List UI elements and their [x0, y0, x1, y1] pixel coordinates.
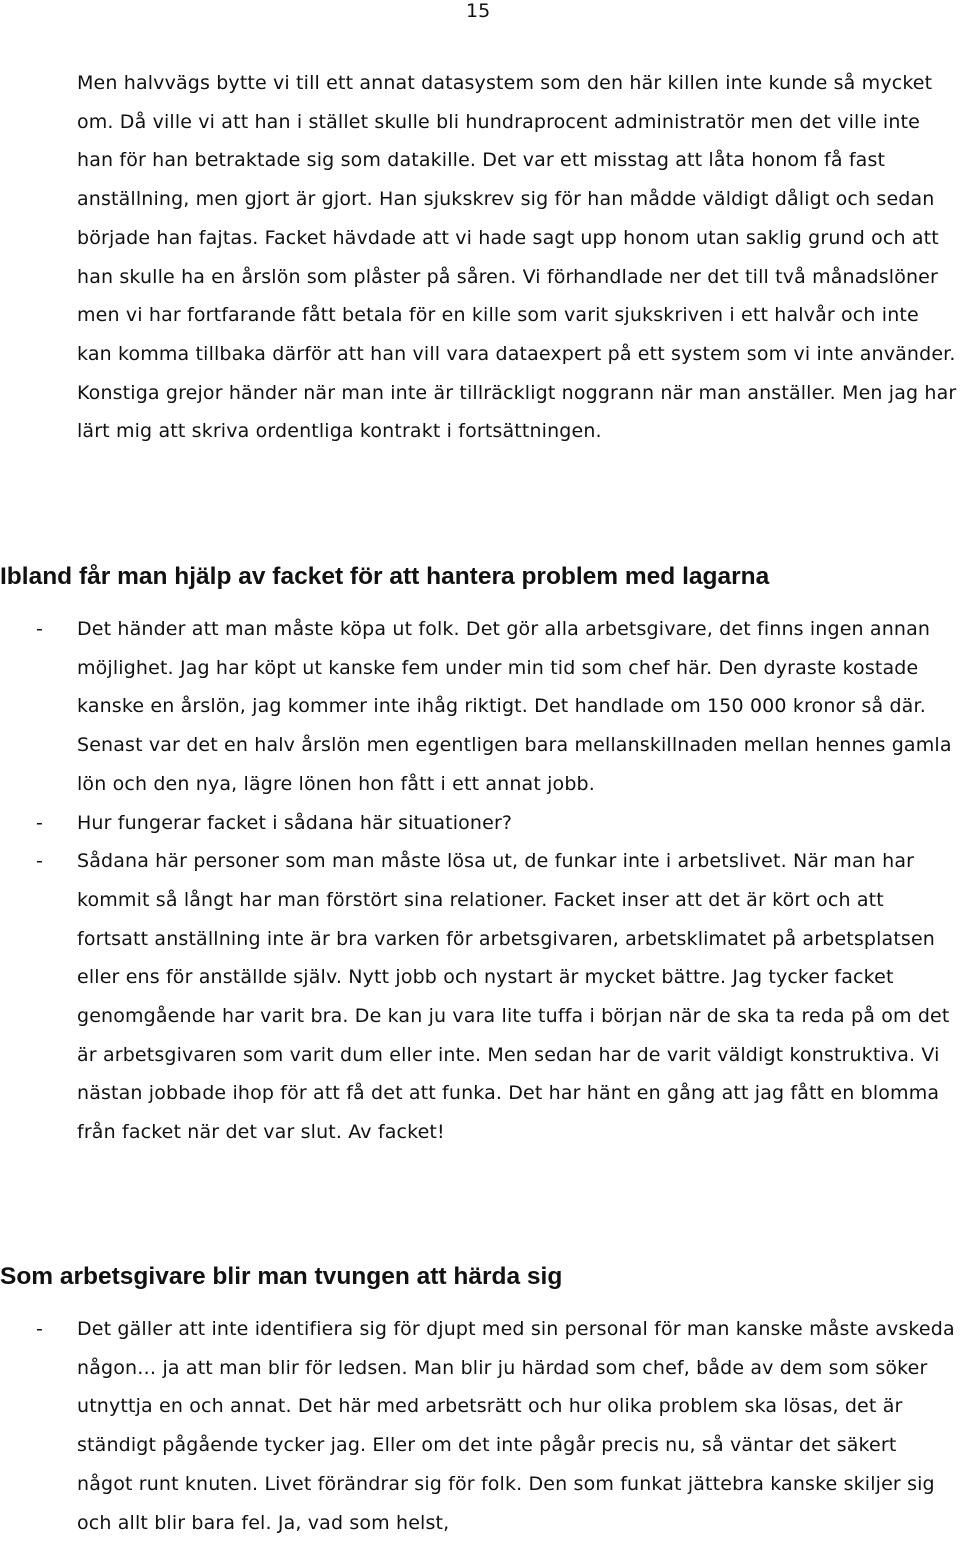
interview-list	[0, 610, 960, 1152]
dash-marker: -	[36, 811, 44, 834]
list-item	[0, 610, 957, 804]
section-heading-facket: Ibland får man hjälp av facket för att hantera problem med lagarna	[0, 563, 770, 590]
interview-list	[0, 1310, 960, 1542]
list-item	[0, 804, 957, 843]
page-number: 15	[466, 0, 491, 22]
section-heading-arbetsgivare: Som arbetsgivare blir man tvungen att härda sig	[0, 1263, 563, 1290]
dash-marker: -	[36, 618, 44, 640]
dash-marker: -	[36, 1318, 44, 1340]
list-item-text: Sådana här personer som man måste lösa ut, de funkar inte i arbetslivet. När man har kommit så långt har man förstört sina relationer. Facket inser att det är kört och att fortsatt anställning inte är bra varken för arbetsgivaren, arbetsklimatet på arbetsplatsen eller ens för anställde själv. Nytt jobb och nystart är mycket bättre. Jag tycker facket genomgående har varit bra. De kan ju vara lite tuffa i början när de ska ta reda på om det är arbetsgivaren som varit dum eller inte. Men sedan har de varit väldigt konstruktiva. Vi nästan jobbade ihop för att få det att funka. Det har hänt en gång att jag fått en blomma från facket när det var slut. Av facket!	[77, 850, 950, 1144]
body-paragraph: Men halvvägs bytte vi till ett annat datasystem som den här killen inte kunde så mycket om. Då ville vi att han i stället skulle bli hundraprocent administratör men det ville inte han för han betraktade sig som datakille. Det var ett misstag att låta honom få fast anställning, men gjort är gjort. Han sjukskrev sig för han mådde väldigt dåligt och sedan började han fajtas. Facket hävdade att vi hade sagt upp honom utan saklig grund och att han skulle ha en årslön som plåster på såren. Vi förhandlade ner det till två månadslöner men vi har fortfarande fått betala för en kille som varit sjukskriven i ett halvår och inte kan komma tillbaka därför att han vill vara dataexpert på ett system som vi inte använder. Konstiga grejor händer när man inte är tillräckligt noggrann när man anställer. Men jag har lärt mig att skriva ordentliga kontrakt i fortsättningen.	[77, 72, 957, 443]
list-item	[0, 1310, 957, 1542]
list-item-text: Hur fungerar facket i sådana här situationer?	[77, 811, 513, 834]
list-item-text: Det händer att man måste köpa ut folk. Det gör alla arbetsgivare, det finns ingen annan möjlighet. Jag har köpt ut kanske fem under min tid som chef här. Den dyraste kostade kanske en årslön, jag kommer inte ihåg riktigt. Det handlade om 150 000 kronor så där. Senast var det en halv årslön men egentligen bara mellanskillnaden mellan hennes gamla lön och den nya, lägre lönen hon fått i ett annat jobb.	[77, 618, 952, 795]
list-item-text: Det gäller att inte identifiera sig för djupt med sin personal för man kanske måste avskeda någon… ja att man blir för ledsen. Man blir ju härdad som chef, både av dem som söker utnyttja en och annat. Det här med arbetsrätt och hur olika problem ska lösas, det är ständigt pågående tycker jag. Eller om det inte pågår precis nu, så väntar det säkert något runt knuten. Livet förändrar sig för folk. Den som funkat jättebra kanske skiljer sig och allt blir bara fel. Ja, vad som helst,	[77, 1318, 955, 1534]
dash-marker: -	[36, 850, 44, 873]
list-item	[0, 842, 957, 1152]
